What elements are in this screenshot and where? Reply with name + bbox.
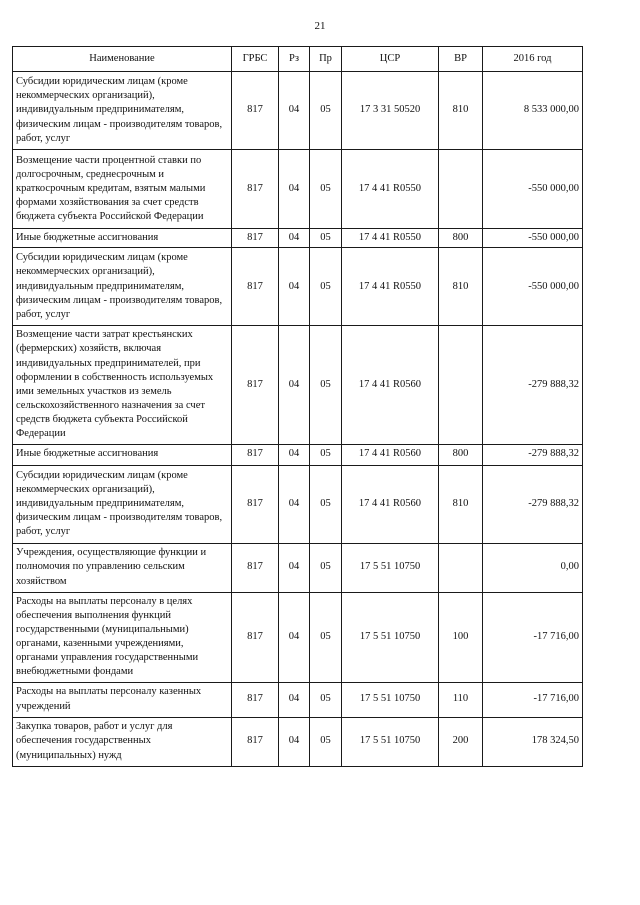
- row-grbs: 817: [232, 229, 279, 248]
- row-name: Закупка товаров, работ и услуг для обеспечения государственных (муниципальных) нужд: [13, 717, 232, 766]
- row-name: Возмещение части затрат крестьянских (фермерских) хозяйств, включая индивидуальных предпринимателей, при оформлении в собственность используемых ими земельных участков из земель сельскохозяйственного назначения за счет средств бюджета субъекта Российской Федерации: [13, 326, 232, 444]
- row-vr: 810: [439, 248, 483, 326]
- page-number: 21: [314, 20, 326, 32]
- row-pr: 05: [310, 326, 342, 444]
- table-row: [13, 229, 583, 248]
- row-name: Субсидии юридическим лицам (кроме некоммерческих организаций), индивидуальным предпринимателям, физическим лицам - производителям товаров, работ, услуг: [13, 248, 232, 326]
- row-pr: 05: [310, 72, 342, 150]
- row-grbs: 817: [232, 717, 279, 766]
- row-amount: -279 888,32: [483, 465, 583, 543]
- row-rz: 04: [279, 248, 310, 326]
- row-name: Иные бюджетные ассигнования: [13, 444, 232, 465]
- row-pr: 05: [310, 543, 342, 592]
- row-vr: 810: [439, 72, 483, 150]
- table-row: [13, 717, 583, 766]
- row-grbs: 817: [232, 444, 279, 465]
- table-row: [13, 465, 583, 543]
- row-grbs: 817: [232, 248, 279, 326]
- row-name: Субсидии юридическим лицам (кроме некоммерческих организаций), индивидуальным предпринимателям, физическим лицам - производителям товаров, работ, услуг: [13, 465, 232, 543]
- row-csr: 17 3 31 50520: [342, 72, 439, 150]
- row-pr: 05: [310, 444, 342, 465]
- row-rz: 04: [279, 229, 310, 248]
- row-vr: 810: [439, 465, 483, 543]
- table-row: [13, 592, 583, 682]
- header-name: Наименование: [13, 47, 232, 72]
- row-pr: 05: [310, 717, 342, 766]
- row-amount: -279 888,32: [483, 444, 583, 465]
- row-vr: 200: [439, 717, 483, 766]
- header-csr: ЦСР: [342, 47, 439, 72]
- row-rz: 04: [279, 592, 310, 682]
- table-header-row: [13, 47, 583, 72]
- header-amount: 2016 год: [483, 47, 583, 72]
- row-grbs: 817: [232, 72, 279, 150]
- header-rz: Рз: [279, 47, 310, 72]
- table-row: [13, 326, 583, 444]
- row-csr: 17 4 41 R0550: [342, 150, 439, 229]
- table-row: [13, 444, 583, 465]
- row-pr: 05: [310, 229, 342, 248]
- row-name: Учреждения, осуществляющие функции и полномочия по управлению сельским хозяйством: [13, 543, 232, 592]
- row-rz: 04: [279, 717, 310, 766]
- row-pr: 05: [310, 248, 342, 326]
- row-vr: 800: [439, 229, 483, 248]
- row-rz: 04: [279, 444, 310, 465]
- row-amount: -279 888,32: [483, 326, 583, 444]
- row-pr: 05: [310, 592, 342, 682]
- budget-table: [12, 46, 583, 767]
- row-csr: 17 4 41 R0550: [342, 229, 439, 248]
- row-csr: 17 4 41 R0560: [342, 326, 439, 444]
- table-row: [13, 682, 583, 717]
- table-row: [13, 150, 583, 229]
- row-vr: [439, 326, 483, 444]
- row-csr: 17 4 41 R0560: [342, 465, 439, 543]
- row-name: Возмещение части процентной ставки по долгосрочным, среднесрочным и краткосрочным кредитам, взятым малыми формами хозяйствования за счет средств бюджета субъекта Российской Федерации: [13, 150, 232, 229]
- row-csr: 17 4 41 R0550: [342, 248, 439, 326]
- row-csr: 17 4 41 R0560: [342, 444, 439, 465]
- row-vr: 800: [439, 444, 483, 465]
- row-pr: 05: [310, 682, 342, 717]
- row-name: Иные бюджетные ассигнования: [13, 229, 232, 248]
- row-name: Субсидии юридическим лицам (кроме некоммерческих организаций), индивидуальным предпринимателям, физическим лицам - производителям товаров, работ, услуг: [13, 72, 232, 150]
- row-amount: 0,00: [483, 543, 583, 592]
- row-pr: 05: [310, 465, 342, 543]
- row-grbs: 817: [232, 150, 279, 229]
- row-amount: -17 716,00: [483, 682, 583, 717]
- row-grbs: 817: [232, 543, 279, 592]
- row-rz: 04: [279, 72, 310, 150]
- row-grbs: 817: [232, 682, 279, 717]
- row-amount: 178 324,50: [483, 717, 583, 766]
- row-grbs: 817: [232, 465, 279, 543]
- row-grbs: 817: [232, 592, 279, 682]
- row-csr: 17 5 51 10750: [342, 682, 439, 717]
- table-row: [13, 543, 583, 592]
- row-rz: 04: [279, 543, 310, 592]
- row-vr: 100: [439, 592, 483, 682]
- row-amount: -550 000,00: [483, 248, 583, 326]
- row-grbs: 817: [232, 326, 279, 444]
- row-rz: 04: [279, 682, 310, 717]
- table-row: [13, 248, 583, 326]
- row-vr: [439, 150, 483, 229]
- header-pr: Пр: [310, 47, 342, 72]
- header-vr: ВР: [439, 47, 483, 72]
- row-amount: -17 716,00: [483, 592, 583, 682]
- row-csr: 17 5 51 10750: [342, 543, 439, 592]
- row-rz: 04: [279, 150, 310, 229]
- row-csr: 17 5 51 10750: [342, 592, 439, 682]
- table-row: [13, 72, 583, 150]
- row-amount: -550 000,00: [483, 150, 583, 229]
- row-rz: 04: [279, 326, 310, 444]
- row-amount: -550 000,00: [483, 229, 583, 248]
- row-vr: [439, 543, 483, 592]
- row-name: Расходы на выплаты персоналу в целях обеспечения выполнения функций государственными (муниципальными) органами, казенными учреждениями, органами управления государственными внебюджетными фондами: [13, 592, 232, 682]
- row-name: Расходы на выплаты персоналу казенных учреждений: [13, 682, 232, 717]
- row-vr: 110: [439, 682, 483, 717]
- header-grbs: ГРБС: [232, 47, 279, 72]
- row-rz: 04: [279, 465, 310, 543]
- row-pr: 05: [310, 150, 342, 229]
- row-csr: 17 5 51 10750: [342, 717, 439, 766]
- row-amount: 8 533 000,00: [483, 72, 583, 150]
